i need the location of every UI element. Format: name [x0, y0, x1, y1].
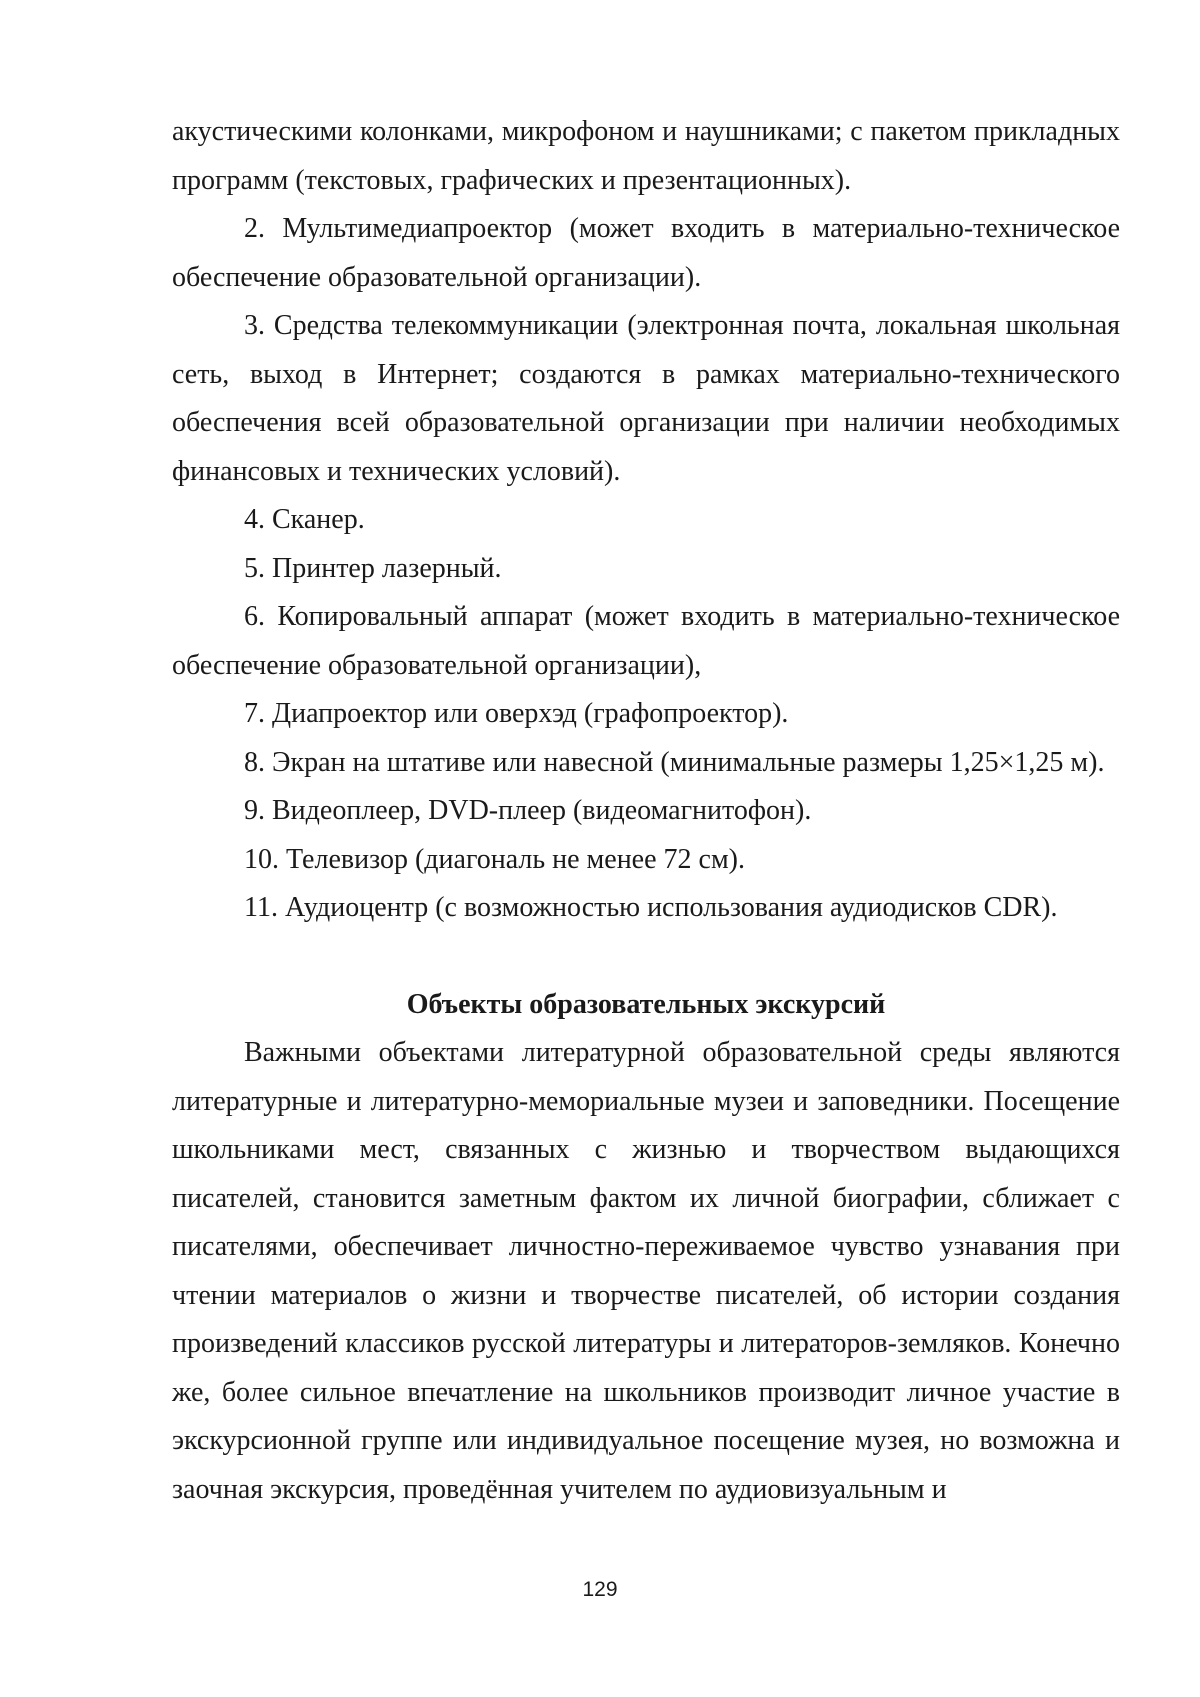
list-item-6: 6. Копировальный аппарат (может входить в материально-техническое обеспечение образовательной организации), [172, 601, 1120, 681]
section-paragraph: Важными объектами литературной образовательной среды являются литературные и литературно-мемориальные музеи и заповедники. Посещение школьниками мест, связанных с жизнью и творчеством выдающихся писателей, становится заметным фактом их личной биографии, сближает с писателями, обеспечивает личностно-переживаемое чувство узнавания при чтении материалов о жизни и творчестве писателей, об истории создания произведений классиков русской литературы и литераторов-земляков. Конечно же, более сильное впечатление на школьников производит личное участие в экскурсионной группе или индивидуальное посещение музея, но возможна и заочная экскурсия, проведённая учителем по аудиовизуальным и [172, 1037, 1120, 1505]
list-item-10: 10. Телевизор (диагональ не менее 72 см). [244, 843, 746, 875]
list-item-9: 9. Видеоплеер, DVD-плеер (видеомагнитофон). [244, 795, 812, 826]
list-item-11: 11. Аудиоцентр (с возможностью использования аудиодисков CDR). [244, 892, 1058, 923]
page-number: 129 [582, 1578, 618, 1601]
paragraph-intro: акустическими колонками, микрофоном и наушниками; с пакетом прикладных программ (текстовых, графических и презентационных). [172, 116, 1120, 196]
list-item-4: 4. Сканер. [244, 504, 365, 535]
list-item-5: 5. Принтер лазерный. [244, 552, 502, 584]
document-page [172, 108, 1120, 1514]
section-heading: Объекты образовательных экскурсий [406, 988, 886, 1020]
list-item-2: 2. Мультимедиапроектор (может входить в материально-техническое обеспечение образовательной организации). [172, 213, 1120, 293]
list-item-7: 7. Диапроектор или оверхэд (графопроектор). [244, 698, 789, 729]
list-item-8: 8. Экран на штативе или навесной (минимальные размеры 1,25×1,25 м). [244, 746, 1105, 778]
list-item-3: 3. Средства телекоммуникации (электронная почта, локальная школьная сеть, выход в Интернет; создаются в рамках материально-технического обеспечения всей образовательной организации при наличии необходимых финансовых и технических условий). [172, 310, 1120, 487]
section-spacer [172, 933, 1120, 981]
